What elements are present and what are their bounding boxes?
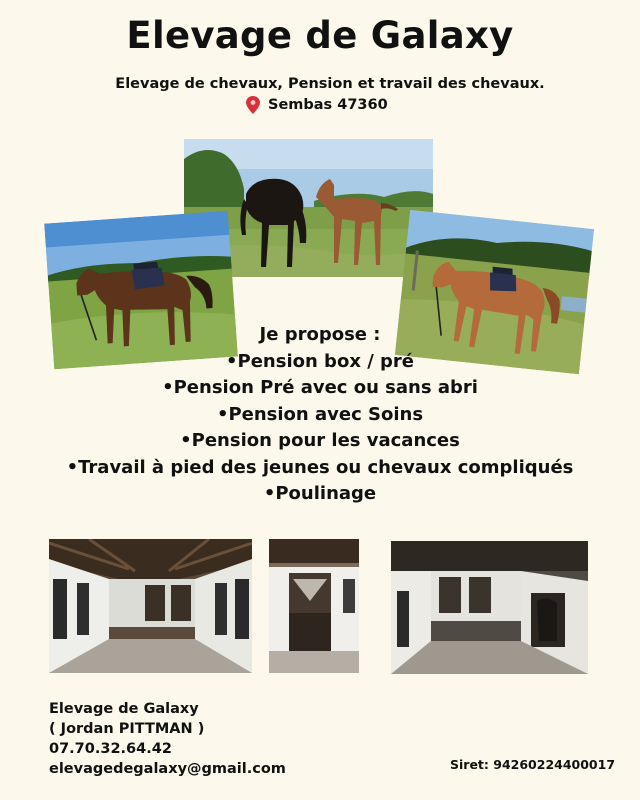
photo-stable-aisle — [49, 539, 252, 673]
service-item: • Pension box / pré — [0, 349, 640, 376]
service-item: • Travail à pied des jeunes ou chevaux compliqués — [0, 455, 640, 482]
contact-name: Elevage de Galaxy — [49, 701, 199, 717]
service-item: • Pension Pré avec ou sans abri — [0, 375, 640, 402]
photo-stable-stalls — [391, 541, 588, 674]
services-heading: Je propose : — [259, 324, 381, 345]
contact-block — [49, 699, 286, 779]
service-item: • Pension avec Soins — [0, 402, 640, 429]
page-title: Elevage de Galaxy — [126, 14, 514, 57]
siret-number: Siret: 94260224400017 — [450, 757, 616, 772]
contact-email[interactable]: elevagedegalaxy@gmail.com — [49, 761, 286, 777]
contact-phone[interactable]: 07.70.32.64.42 — [49, 741, 172, 757]
photo-stable-stall — [269, 539, 359, 673]
subtitle: Elevage de chevaux, Pension et travail des chevaux. — [115, 76, 545, 92]
location-text: Sembas 47360 — [268, 97, 388, 113]
service-item: • Pension pour les vacances — [0, 428, 640, 455]
service-item: • Poulinage — [0, 481, 640, 508]
map-pin-icon — [246, 96, 260, 114]
contact-owner: ( Jordan PITTMAN ) — [49, 721, 205, 737]
location — [246, 96, 388, 114]
services-list — [0, 322, 640, 508]
